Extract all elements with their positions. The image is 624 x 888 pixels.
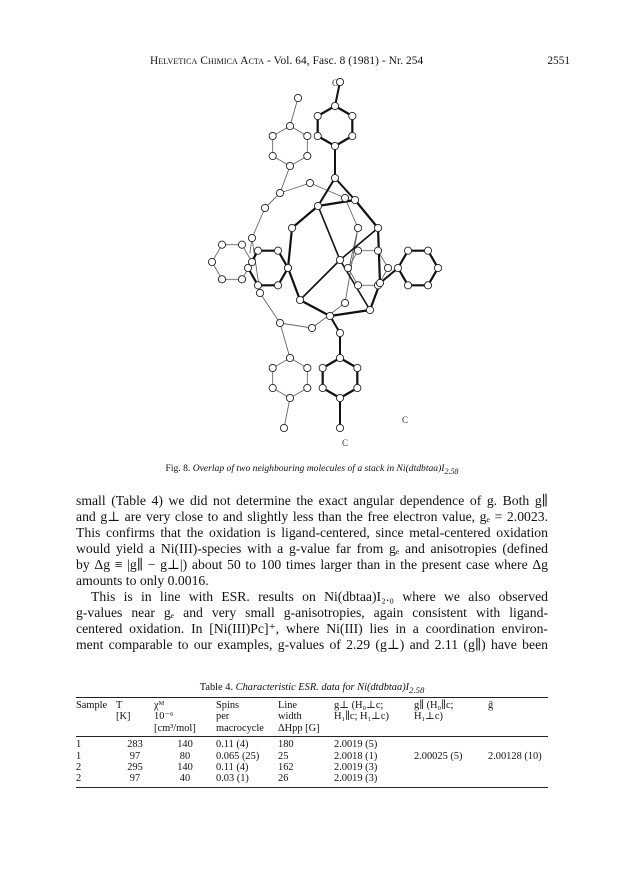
cell-g-perp: 2.0019 (5): [334, 739, 378, 751]
bond: [260, 293, 280, 323]
table-title: Characteristic ESR. data for $Ni(dtdbtaa)I_{2.58}$: [235, 682, 425, 696]
col-header-cell: [414, 723, 488, 737]
atom: [349, 112, 356, 119]
atom: [319, 364, 326, 371]
atom: [314, 132, 321, 139]
cell-line-width: 26: [278, 773, 334, 787]
atom: [286, 122, 293, 129]
atom: [331, 174, 338, 181]
figure-caption: [0, 463, 624, 476]
atom: [354, 247, 361, 254]
cell-chi: 140: [177, 739, 193, 751]
col-header-cell: [488, 711, 548, 722]
bond: [252, 208, 265, 238]
body-line: This confirms that the oxidation is ligand-centered, since metal-centered oxidation: [76, 525, 548, 540]
cell-chi: 140: [177, 762, 193, 774]
col-header-chi: χᴹ: [154, 698, 216, 712]
atom: [269, 152, 276, 159]
volume-info: Vol. 64, Fasc. 8 (1981) - Nr. 254: [273, 55, 424, 67]
bond: [300, 300, 330, 316]
body-line: and g⊥ are very close to and slightly less than the free electron value, gₑ = 2.0023.: [76, 509, 548, 524]
bond: [288, 268, 300, 300]
table-caption: [0, 682, 624, 695]
cell-spins: 0.065 (25): [216, 750, 260, 762]
cell-g-perp: 2.0019 (3): [334, 773, 414, 787]
atom: [276, 189, 283, 196]
atom: [331, 142, 338, 149]
atom: [248, 234, 255, 241]
bond: [280, 183, 310, 193]
table-label: Table 4.: [199, 682, 234, 693]
atom: [269, 132, 276, 139]
body-line: This is in line with ESR. results on Ni(dbtaa)I₂.₀ where we also observed: [91, 589, 548, 604]
running-header: [110, 55, 570, 69]
atom: [376, 279, 383, 286]
bond: [318, 206, 340, 260]
cell-g-par: [414, 737, 488, 751]
cell-g-perp: 2.0018 (1): [334, 750, 378, 762]
bond: [292, 206, 318, 228]
atom: [331, 102, 338, 109]
atom: [314, 112, 321, 119]
atom: [319, 384, 326, 391]
atom: [351, 196, 358, 203]
cell-g-bar: [488, 773, 548, 787]
atom: [296, 296, 303, 303]
atom: [269, 384, 276, 391]
bond: [318, 178, 335, 206]
col-header-cell: H₁⊥c): [414, 711, 443, 723]
body-line: centered oxidation. In [Ni(III)Pc]⁺, where Ni(III) lies in a coordination environ-: [76, 621, 548, 636]
cell-g-par: [414, 762, 488, 773]
atom: [374, 247, 381, 254]
journal-name: Helvetica Chimica Acta: [150, 55, 265, 67]
figure-title-subscript: 2.58: [444, 466, 459, 476]
atom: [244, 264, 251, 271]
header-row: [76, 711, 548, 722]
body-line: small (Table 4) we did not determine the exact angular dependence of g. Both g∥: [76, 493, 548, 508]
atom: [354, 224, 361, 231]
journal-citation: [150, 55, 423, 67]
atom: [238, 276, 245, 283]
atom: [404, 247, 411, 254]
atom: [254, 247, 261, 254]
atom: [304, 152, 311, 159]
bond: [284, 398, 290, 428]
bond: [300, 260, 340, 300]
cell-temperature: 283: [127, 739, 143, 751]
figure-title: Overlap of two neighbouring molecules of a stack in $Ni(dtdbtaa)I_{2.58}$: [192, 463, 459, 476]
atom: [354, 364, 361, 371]
atom: [208, 258, 215, 265]
cell-g-bar: 2.00128 (10): [488, 750, 542, 762]
atom: [261, 204, 268, 211]
atom: [304, 384, 311, 391]
atom: [306, 179, 313, 186]
molecular-structure-figure: [180, 78, 460, 450]
atom: [424, 282, 431, 289]
cell-sample: 2: [76, 762, 82, 774]
atom: [294, 94, 301, 101]
col-header-cell: ΔHpp [G]: [278, 723, 334, 737]
atom: [288, 224, 295, 231]
atom: [280, 424, 287, 431]
atom: [354, 384, 361, 391]
atom: [336, 424, 343, 431]
table: [76, 697, 548, 788]
atom: [218, 241, 225, 248]
col-header-cell: macrocycle: [216, 723, 278, 737]
col-header-g-perp: g⊥ (H₀⊥c;: [334, 698, 414, 712]
col-header-cell: [76, 711, 116, 722]
atom: [218, 276, 225, 283]
table-title-subscript: 2.58: [409, 685, 425, 696]
atom: [304, 132, 311, 139]
atom: [394, 264, 401, 271]
header-row: [76, 698, 548, 712]
col-header-t: T: [116, 698, 154, 712]
body-line: ment comparable to our examples, g-values of 2.29 (g⊥) and 2.11 (g∥) have been: [76, 637, 548, 652]
atom: [286, 162, 293, 169]
atom: [238, 241, 245, 248]
bond: [378, 228, 380, 283]
col-header-cell: 10⁻⁶: [154, 711, 174, 723]
col-header-cell: [334, 723, 414, 737]
bond: [280, 323, 290, 358]
atom: [336, 394, 343, 401]
bond: [318, 200, 355, 206]
cell-spins: 0.11 (4): [216, 739, 249, 751]
col-header-line: Line: [278, 698, 334, 712]
bond: [288, 228, 292, 268]
col-header-g-par: g∥ (H₀∥c;: [414, 698, 488, 712]
atom: [404, 282, 411, 289]
col-header-cell: [K]: [116, 711, 131, 723]
atom: [341, 194, 348, 201]
col-header-cell: H₁∥c; H₁⊥c): [334, 711, 389, 723]
cell-g-perp: 2.0019 (3): [334, 762, 378, 774]
cell-line-width: 162: [278, 762, 294, 774]
cell-line-width: 180: [278, 739, 294, 751]
atom: [424, 247, 431, 254]
atom: [284, 264, 291, 271]
atom: [256, 289, 263, 296]
atom: [354, 282, 361, 289]
body-line: g-values near gₑ and very small g-anisotropies, again consistent with ligand-: [76, 605, 548, 620]
col-header-cell: per: [216, 711, 230, 723]
atom: [304, 364, 311, 371]
atom: [374, 224, 381, 231]
cell-spins: 0.03 (1): [216, 773, 278, 787]
atom: [341, 299, 348, 306]
cell-spins: 0.11 (4): [216, 762, 249, 774]
atom: [336, 329, 343, 336]
cell-chi: 80: [179, 750, 191, 762]
bond: [290, 98, 298, 126]
page-number: 2551: [547, 55, 570, 67]
atom: [274, 247, 281, 254]
atom: [314, 202, 321, 209]
atom: [336, 256, 343, 263]
figure-label: Fig. 8.: [165, 463, 191, 474]
atom-label: C: [332, 78, 339, 88]
atom: [384, 264, 391, 271]
atom: [344, 264, 351, 271]
atom: [286, 394, 293, 401]
cell-g-bar: [488, 762, 548, 773]
cell-g-bar: [488, 737, 548, 751]
cell-temperature: 295: [127, 762, 143, 774]
col-header-cell: [cm³/mol]: [154, 723, 216, 737]
cell-sample: 2: [76, 773, 116, 787]
col-header-cell: [488, 723, 548, 737]
bond: [280, 166, 290, 193]
atom: [274, 282, 281, 289]
esr-data-table: [76, 697, 548, 788]
atom-label: C: [342, 438, 349, 448]
bond: [340, 228, 378, 260]
atom: [366, 306, 373, 313]
atom: [254, 282, 261, 289]
cell-temperature: 97: [116, 773, 154, 787]
body-line: would yield a Ni(III)-species with a g-value far from gₑ and anisotropies (defined: [76, 541, 548, 556]
col-header-g-bar: ḡ: [488, 698, 548, 712]
molecule-drawing: [180, 78, 460, 450]
col-header-sample: Sample: [76, 698, 116, 712]
col-header-cell: [116, 723, 154, 737]
table-row: [76, 737, 548, 751]
header-row: [76, 723, 548, 737]
atom: [276, 319, 283, 326]
body-line: amounts to only 0.0016.: [76, 573, 209, 588]
cell-sample: 1: [76, 750, 82, 762]
atom: [434, 264, 441, 271]
table-row: [76, 773, 548, 787]
atom: [326, 312, 333, 319]
cell-temperature: 97: [129, 750, 141, 762]
col-header-spins: Spins: [216, 698, 278, 712]
table-row: [76, 751, 548, 762]
bond: [355, 200, 378, 228]
atom: [269, 364, 276, 371]
bond: [330, 310, 370, 316]
table-row: [76, 762, 548, 773]
cell-chi: 40: [154, 773, 216, 787]
atom: [286, 354, 293, 361]
atom: [349, 132, 356, 139]
body-line: by Δg ≡ |g∥ − g⊥|) about 50 to 100 times larger than in the present case where Δg: [76, 557, 548, 572]
cell-line-width: 25: [278, 750, 289, 762]
header-separator: -: [264, 55, 274, 67]
bond: [280, 323, 312, 328]
cell-g-par: 2.00025 (5): [414, 750, 463, 762]
col-header-cell: [76, 723, 116, 737]
col-header-cell: width: [278, 711, 302, 723]
cell-g-par: [414, 773, 488, 787]
atom-label: C: [402, 415, 409, 425]
cell-sample: 1: [76, 739, 82, 751]
atom: [336, 354, 343, 361]
body-text: [76, 493, 548, 653]
atom: [308, 324, 315, 331]
